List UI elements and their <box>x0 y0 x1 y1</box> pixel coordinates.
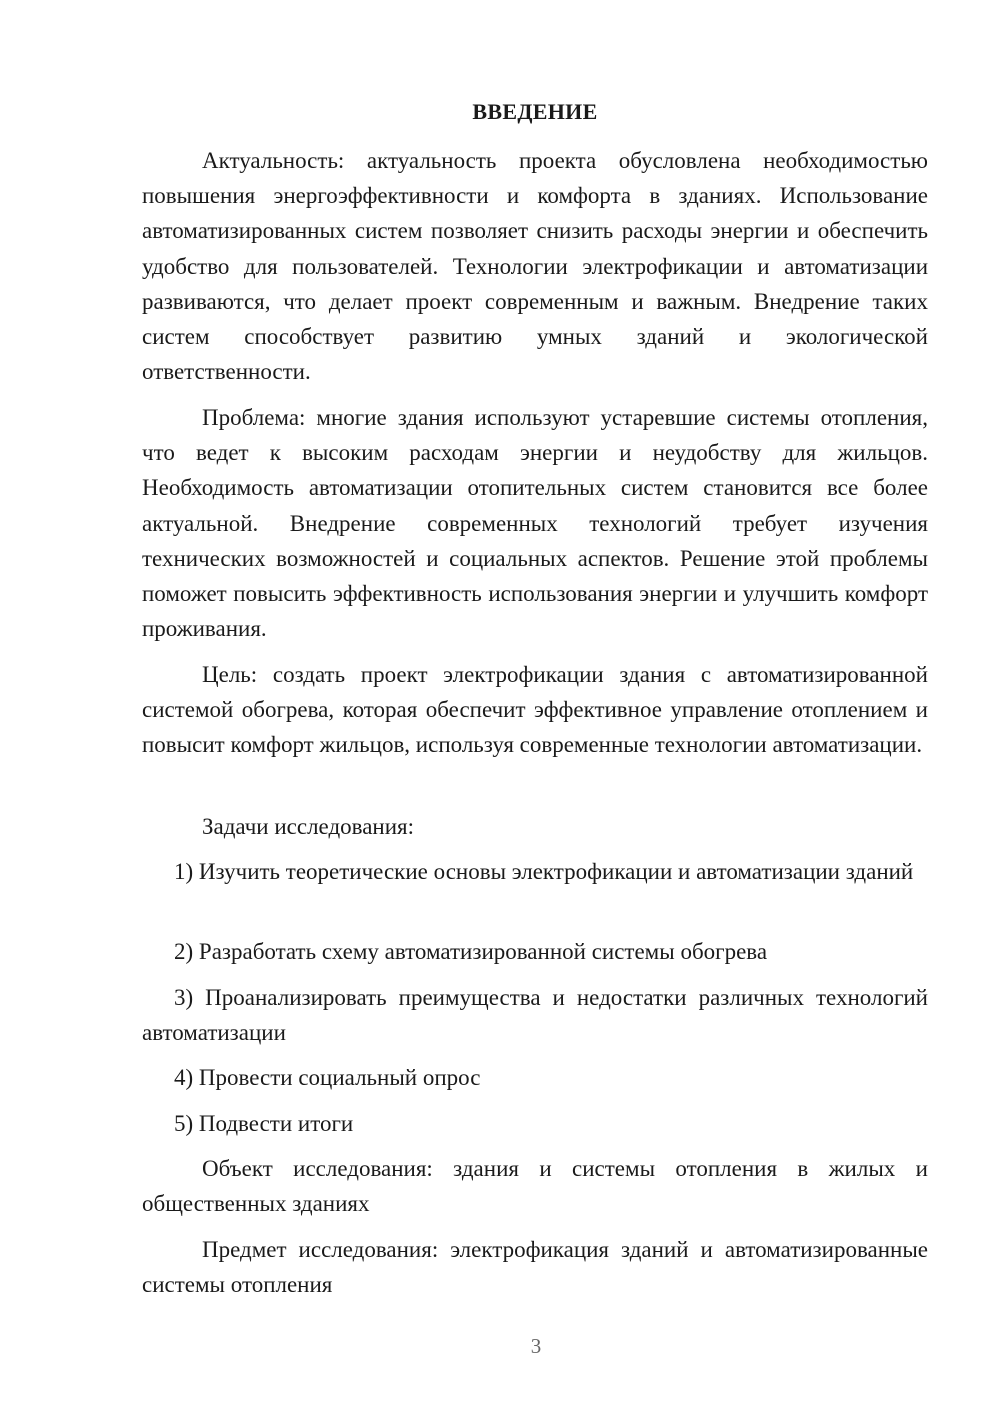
page-number: 3 <box>530 1334 542 1358</box>
task-item-1: 1) Изучить теоретические основы электрофикации и автоматизации зданий <box>174 859 914 884</box>
subject-paragraph: Предмет исследования: электрофикация зданий и автоматизированные системы отопления <box>142 1237 928 1298</box>
task-item-3: 3) Проанализировать преимущества и недостатки различных технологий автоматизации <box>142 985 928 1046</box>
task-item-2: 2) Разработать схему автоматизированной системы обогрева <box>174 939 768 964</box>
problem-paragraph: Проблема: многие здания используют устаревшие системы отопления, что ведет к высоким расходам энергии и неудобству для жильцов. Необходимость автоматизации отопительных систем становится все более актуальной. Внедрение современных технологий требует изучения технических возможностей и социальных аспектов. Решение этой проблемы поможет повысить эффективность использования энергии и улучшить комфорт проживания. <box>142 405 928 642</box>
goal-paragraph: Цель: создать проект электрофикации здания с автоматизированной системой обогрева, которая обеспечит эффективное управление отоплением и повысит комфорт жильцов, используя современные технологии автоматизации. <box>142 662 928 758</box>
relevance-paragraph: Актуальность: актуальность проекта обусловлена необходимостью повышения энергоэффективности и комфорта в зданиях. Использование автоматизированных систем позволяет снизить расходы энергии и обеспечить удобство для пользователей. Технологии электрофикации и автоматизации развиваются, что делает проект современным и важным. Внедрение таких систем способствует развитию умных зданий и экологической ответственности. <box>142 148 928 385</box>
section-title: ВВЕДЕНИЕ <box>472 99 598 124</box>
tasks-heading: Задачи исследования: <box>202 814 415 839</box>
object-paragraph: Объект исследования: здания и системы отопления в жилых и общественных зданиях <box>142 1156 928 1217</box>
task-item-4: 4) Провести социальный опрос <box>174 1065 481 1090</box>
task-item-5: 5) Подвести итоги <box>174 1111 354 1136</box>
